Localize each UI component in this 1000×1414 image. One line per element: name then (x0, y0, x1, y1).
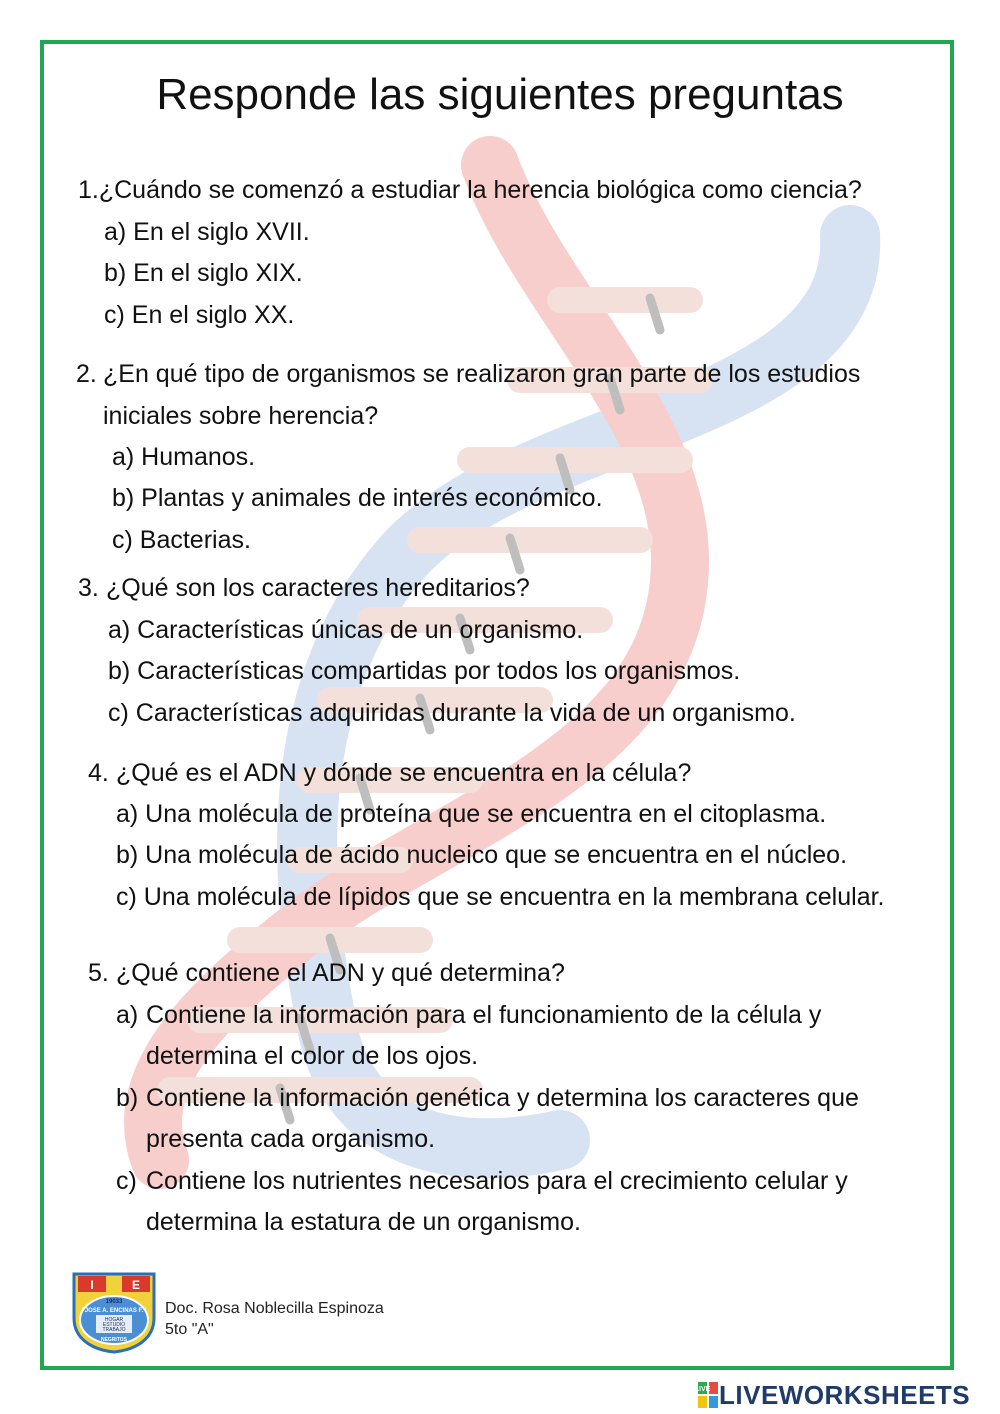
question-2-option-c: c) Bacterias. (112, 526, 251, 554)
school-logo (70, 1270, 158, 1354)
question-4-option-c: c) Una molécula de lípidos que se encuentra en la membrana celular. (116, 883, 885, 911)
question-4-option-a: a) Una molécula de proteína que se encuentra en el citoplasma. (116, 800, 827, 828)
liveworksheets-logo-icon (694, 1381, 719, 1409)
logo-number: 19033 (105, 1299, 123, 1305)
question-3-option-b: b) Características compartidas por todos los organismos. (108, 657, 741, 685)
badge-text: LIVE (694, 1386, 711, 1393)
brand-name: LIVEWORKSHEETS (719, 1379, 971, 1410)
question-2-option-a: a) Humanos. (112, 443, 256, 471)
question-4-option-b: b) Una molécula de ácido nucleico que se encuentra en el núcleo. (116, 841, 848, 869)
question-3-option-c: c) Características adquiridas durante la vida de un organismo. (108, 699, 796, 727)
question-5-option-b-line-2: presenta cada organismo. (146, 1125, 436, 1153)
question-3 (78, 568, 530, 609)
liveworksheets-brand (694, 1379, 971, 1410)
question-number: 4. (88, 759, 109, 787)
question-5-option-a-line-2: determina el color de los ojos. (146, 1042, 479, 1070)
question-1-option-b: b) En el siglo XIX. (104, 259, 303, 287)
question-number: 1. (78, 176, 99, 204)
logo-letter-left: I (90, 1278, 94, 1292)
teacher-name: Doc. Rosa Noblecilla Espinoza (165, 1300, 384, 1317)
teacher-info (165, 1298, 384, 1340)
question-2-text-line-2: iniciales sobre herencia? (103, 402, 379, 430)
option-text-line-1: Contiene los nutrientes necesarios para el crecimiento celular y (146, 1167, 848, 1195)
question-4 (88, 753, 691, 794)
logo-motto-2: ESTUDIO (102, 1322, 126, 1328)
question-text: ¿Cuándo se comenzó a estudiar la herencia biológica como ciencia? (98, 176, 862, 204)
question-2 (76, 354, 860, 395)
logo-motto-1: HOGAR (104, 1317, 124, 1323)
question-number: 2. (76, 360, 97, 388)
question-1 (78, 170, 862, 211)
logo-motto-3: TRABAJO (102, 1327, 126, 1333)
question-number: 5. (88, 959, 109, 987)
option-letter: a) (116, 1001, 139, 1029)
question-5 (88, 953, 565, 994)
question-text: ¿Qué son los caracteres hereditarios? (106, 574, 530, 602)
question-text: ¿Qué es el ADN y dónde se encuentra en la célula? (116, 759, 692, 787)
option-text-line-1: Contiene la información genética y determina los caracteres que (146, 1084, 859, 1112)
question-text-line-1: ¿En qué tipo de organismos se realizaron gran parte de los estudios (103, 360, 861, 388)
option-text-line-1: Contiene la información para el funcionamiento de la célula y (146, 1001, 822, 1029)
question-number: 3. (78, 574, 99, 602)
question-5-option-b (116, 1078, 859, 1119)
page-title: Responde las siguientes preguntas (156, 70, 844, 119)
question-5-option-a (116, 995, 821, 1036)
option-letter: b) (116, 1084, 139, 1112)
question-1-option-c: c) En el siglo XX. (104, 301, 295, 329)
logo-letter-right: E (131, 1278, 141, 1292)
logo-place: NEGRITOS (100, 1337, 128, 1343)
question-text: ¿Qué contiene el ADN y qué determina? (116, 959, 565, 987)
option-letter: c) (116, 1167, 137, 1195)
class-grade: 5to "A" (165, 1321, 214, 1338)
question-5-option-c-line-2: determina la estatura de un organismo. (146, 1208, 581, 1236)
question-2-option-b: b) Plantas y animales de interés económico. (112, 484, 603, 512)
logo-name: "JOSE A. ENCINAS F." (81, 1308, 147, 1314)
question-5-option-c (116, 1161, 848, 1202)
question-3-option-a: a) Características únicas de un organismo. (108, 616, 584, 644)
question-1-option-a: a) En el siglo XVII. (104, 218, 310, 246)
